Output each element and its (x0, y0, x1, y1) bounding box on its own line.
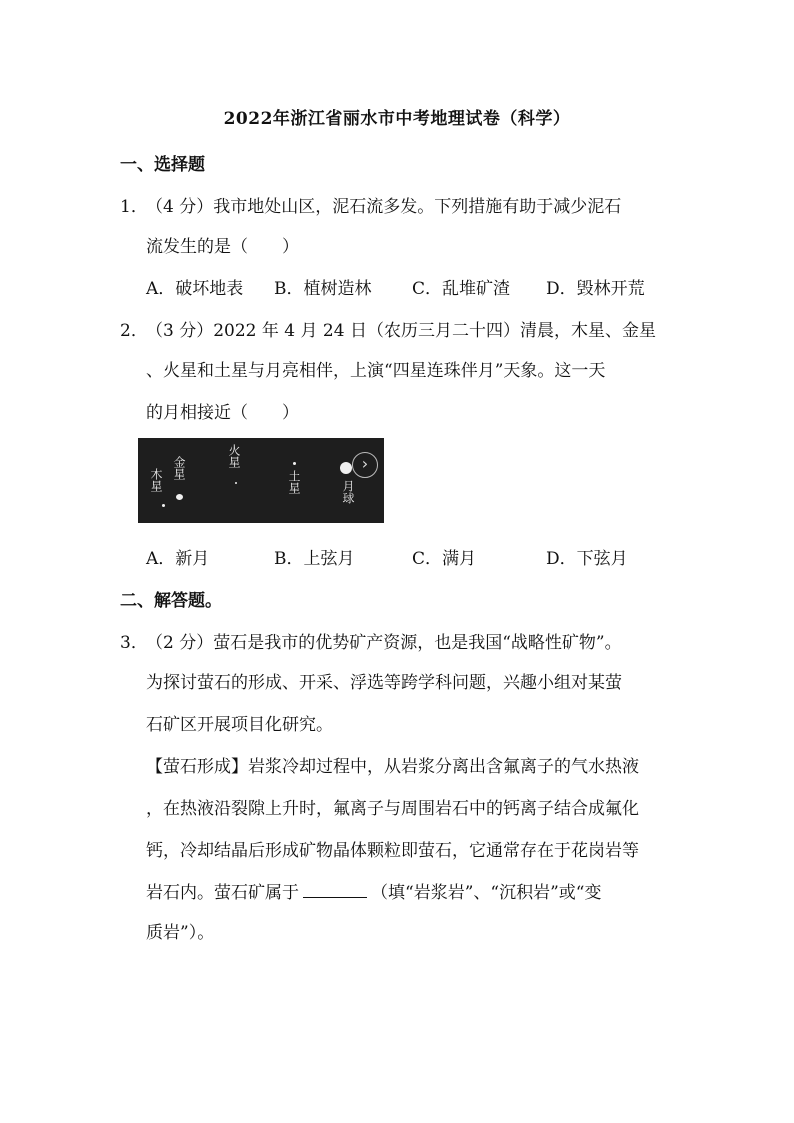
answer-blank[interactable] (303, 881, 367, 898)
question-3-number: 3． (120, 633, 148, 653)
jupiter-dot (162, 504, 165, 507)
page-title: 2022年浙江省丽水市中考地理试卷（科学） (223, 109, 571, 129)
question-3-text-line-2: 为探讨萤石的形成、开采、浮选等跨学科问题，兴趣小组对某萤 (146, 673, 622, 693)
question-3-text-line-6: 钙，冷却结晶后形成矿物晶体颗粒即萤石，它通常存在于花岗岩等 (146, 841, 639, 861)
saturn-dot (293, 462, 296, 465)
question-2-text-line-2: 、火星和土星与月亮相伴，上演“四星连珠伴月”天象。这一天 (146, 361, 606, 381)
question-2-text-line-3: 的月相接近（ ） (146, 403, 299, 423)
question-2-number: 2． (120, 321, 148, 341)
planets-alignment-photo (138, 438, 384, 523)
question-2-option-a[interactable]: A．新月 (146, 549, 210, 569)
question-1-option-a[interactable]: A．破坏地表 (146, 279, 244, 299)
question-3-text-line-3: 石矿区开展项目化研究。 (146, 715, 333, 735)
question-1-text-line-1: （4 分）我市地处山区，泥石流多发。下列措施有助于减少泥石 (146, 197, 622, 217)
question-1-text-line-2: 流发生的是（ ） (146, 237, 299, 257)
question-3-text-line-8: 质岩”）。 (146, 923, 215, 943)
question-2-option-d[interactable]: D．下弦月 (546, 549, 628, 569)
question-1-number: 1． (120, 197, 148, 217)
question-3-text-line-1: （2 分）萤石是我市的优势矿产资源，也是我国“战略性矿物”。 (146, 633, 622, 653)
question-3-text-line-7 (146, 878, 601, 903)
section-heading-choice: 一、选择题 (120, 155, 205, 175)
question-3-text-line-7-end: （填“岩浆岩”、“沉积岩”或“变 (371, 883, 602, 903)
saturn-label: 土星 (287, 470, 301, 494)
question-2-option-b[interactable]: B．上弦月 (274, 549, 355, 569)
question-3-text-line-7-start: 岩石内。萤石矿属于 (146, 883, 299, 903)
mars-label: 火星 (227, 444, 241, 468)
question-2-option-c[interactable]: C．满月 (412, 549, 477, 569)
question-1-option-d[interactable]: D．毁林开荒 (546, 279, 645, 299)
venus-dot (176, 494, 183, 500)
moon-dot (340, 462, 352, 474)
chevron-right-icon[interactable]: › (352, 452, 378, 478)
question-3-text-line-4: 【萤石形成】岩浆冷却过程中，从岩浆分离出含氟离子的气水热液 (146, 757, 639, 777)
question-1-option-b[interactable]: B．植树造林 (274, 279, 372, 299)
jupiter-label: 木星 (149, 468, 163, 492)
venus-label: 金星 (172, 456, 186, 480)
section-heading-answer: 二、解答题。 (120, 591, 222, 611)
question-1-option-c[interactable]: C．乱堆矿渣 (412, 279, 511, 299)
question-2-text-line-1: （3 分）2022 年 4 月 24 日（农历三月二十四）清晨，木星、金星 (146, 321, 656, 341)
mars-dot (235, 482, 237, 484)
moon-label: 月球 (341, 480, 355, 504)
question-3-text-line-5: ，在热液沿裂隙上升时，氟离子与周围岩石中的钙离子结合成氟化 (146, 799, 639, 819)
